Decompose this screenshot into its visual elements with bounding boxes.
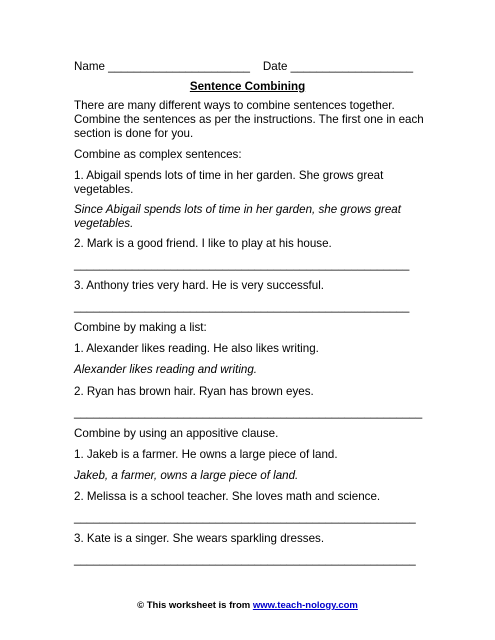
date-field: Date ___________________ xyxy=(262,60,414,73)
page-title: Sentence Combining xyxy=(189,80,306,93)
intro-paragraph: There are many different ways to combine sentences together. Combine the sentences as per the instructions. The first one in each section is done for you. xyxy=(74,99,424,140)
question-3-appositive: 3. Kate is a singer. She wears sparkling dresses. xyxy=(74,532,325,545)
answer-example-appositive: Jakeb, a farmer, owns a large piece of land. xyxy=(74,469,299,482)
section-heading-complex: Combine as complex sentences: xyxy=(74,148,242,161)
question-1-complex: 1. Abigail spends lots of time in her garden. She grows great vegetables. xyxy=(74,169,384,196)
section-heading-list: Combine by making a list: xyxy=(74,321,207,334)
answer-line[interactable]: ____________________________________________________ xyxy=(74,300,410,313)
question-2-complex: 2. Mark is a good friend. I like to play at his house. xyxy=(74,237,332,250)
question-2-list: 2. Ryan has brown hair. Ryan has brown eyes. xyxy=(74,385,314,398)
name-field: Name ______________________ xyxy=(74,60,251,73)
answer-example-complex: Since Abigail spends lots of time in her garden, she grows great vegetables. xyxy=(74,203,401,230)
question-3-complex: 3. Anthony tries very hard. He is very successful. xyxy=(74,279,325,292)
answer-line[interactable]: ______________________________________________________ xyxy=(74,406,423,419)
answer-line[interactable]: ____________________________________________________ xyxy=(74,258,410,271)
footer-link[interactable]: www.teach-nology.com xyxy=(252,600,358,611)
question-2-appositive: 2. Melissa is a school teacher. She loves math and science. xyxy=(74,490,381,503)
section-heading-appositive: Combine by using an appositive clause. xyxy=(74,427,279,440)
question-1-list: 1. Alexander likes reading. He also likes writing. xyxy=(74,342,319,355)
name-date-line xyxy=(74,60,426,74)
answer-line[interactable]: _____________________________________________________ xyxy=(74,511,416,524)
question-1-appositive: 1. Jakeb is a farmer. He owns a large piece of land. xyxy=(74,448,338,461)
footer-prefix: © This worksheet is from xyxy=(137,600,251,611)
answer-line[interactable]: _____________________________________________________ xyxy=(74,553,416,566)
footer-credit xyxy=(0,600,495,611)
answer-example-list: Alexander likes reading and writing. xyxy=(74,363,258,376)
